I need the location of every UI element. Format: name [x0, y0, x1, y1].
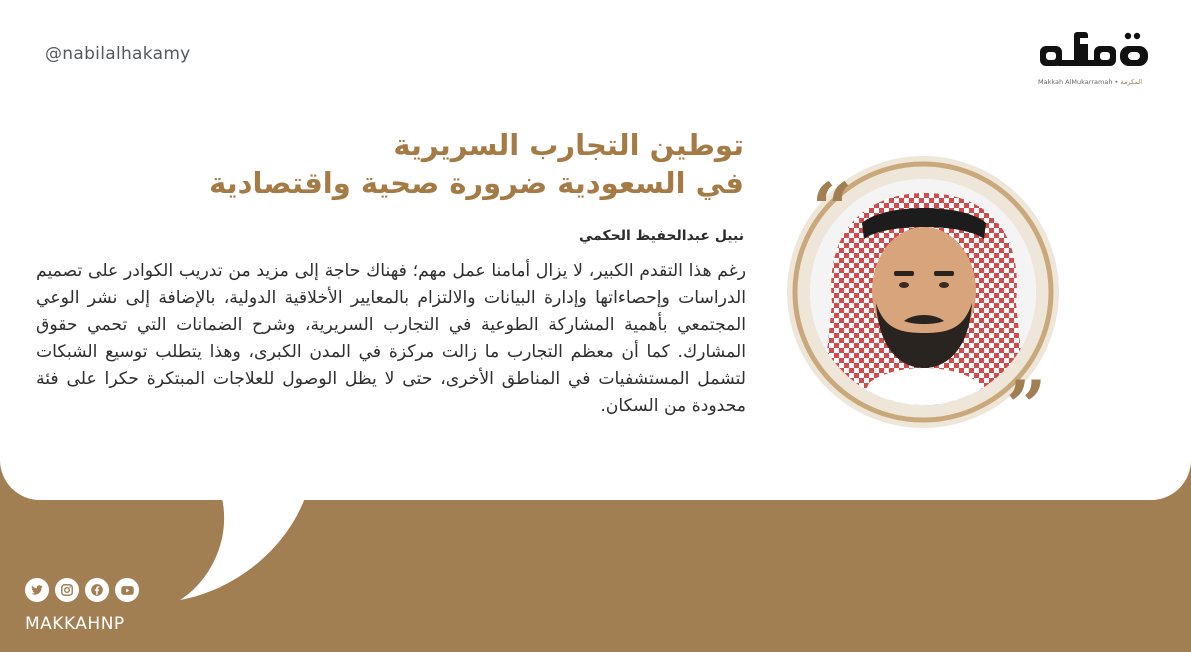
article-title — [209, 126, 744, 202]
quote-open-mark: “ — [812, 167, 853, 250]
social-links — [25, 578, 139, 602]
author-name: نبيل عبدالحفيظ الحكمي — [578, 228, 744, 244]
author-handle[interactable]: @nabilalhakamy — [45, 44, 191, 64]
youtube-icon[interactable] — [115, 578, 139, 602]
logo-subtitle: Makkah AlMukarramah • المكرمة — [1038, 78, 1143, 86]
facebook-icon[interactable] — [85, 578, 109, 602]
makkah-logo-mark — [1036, 24, 1151, 76]
makkah-logo[interactable] — [1036, 24, 1151, 88]
title-line-2: في السعودية ضرورة صحية واقتصادية — [209, 166, 744, 200]
quote-close-mark: ” — [1006, 365, 1047, 448]
article-body: رغم هذا التقدم الكبير، لا يزال أمامنا عمل مهم؛ فهناك حاجة إلى مزيد من تدريب الكوادر على تصميم الدراسات وإحصاءاتها وإدارة البيانات والالتزام بالمعايير الأخلاقية الدولية، بالإضافة إلى نشر الوعي المجتمعي بأهمية المشاركة الطوعية في التجارب السريرية، وشرح الضمانات التي تحمي حقوق المشارك. كما أن معظم التجارب ما زالت مركزة في المدن الكبرى، وهذا يتطلب توسيع الشبكات لتشمل المستشفيات في المناطق الأخرى، حتى لا يظل الوصول للعلاجات المبتكرة حكرا على فئة محدودة من السكان. — [36, 261, 746, 416]
twitter-icon[interactable] — [25, 578, 49, 602]
instagram-icon[interactable] — [55, 578, 79, 602]
title-line-1: توطين التجارب السريرية — [393, 128, 744, 162]
brand-handle[interactable]: MAKKAHNP — [25, 614, 125, 634]
